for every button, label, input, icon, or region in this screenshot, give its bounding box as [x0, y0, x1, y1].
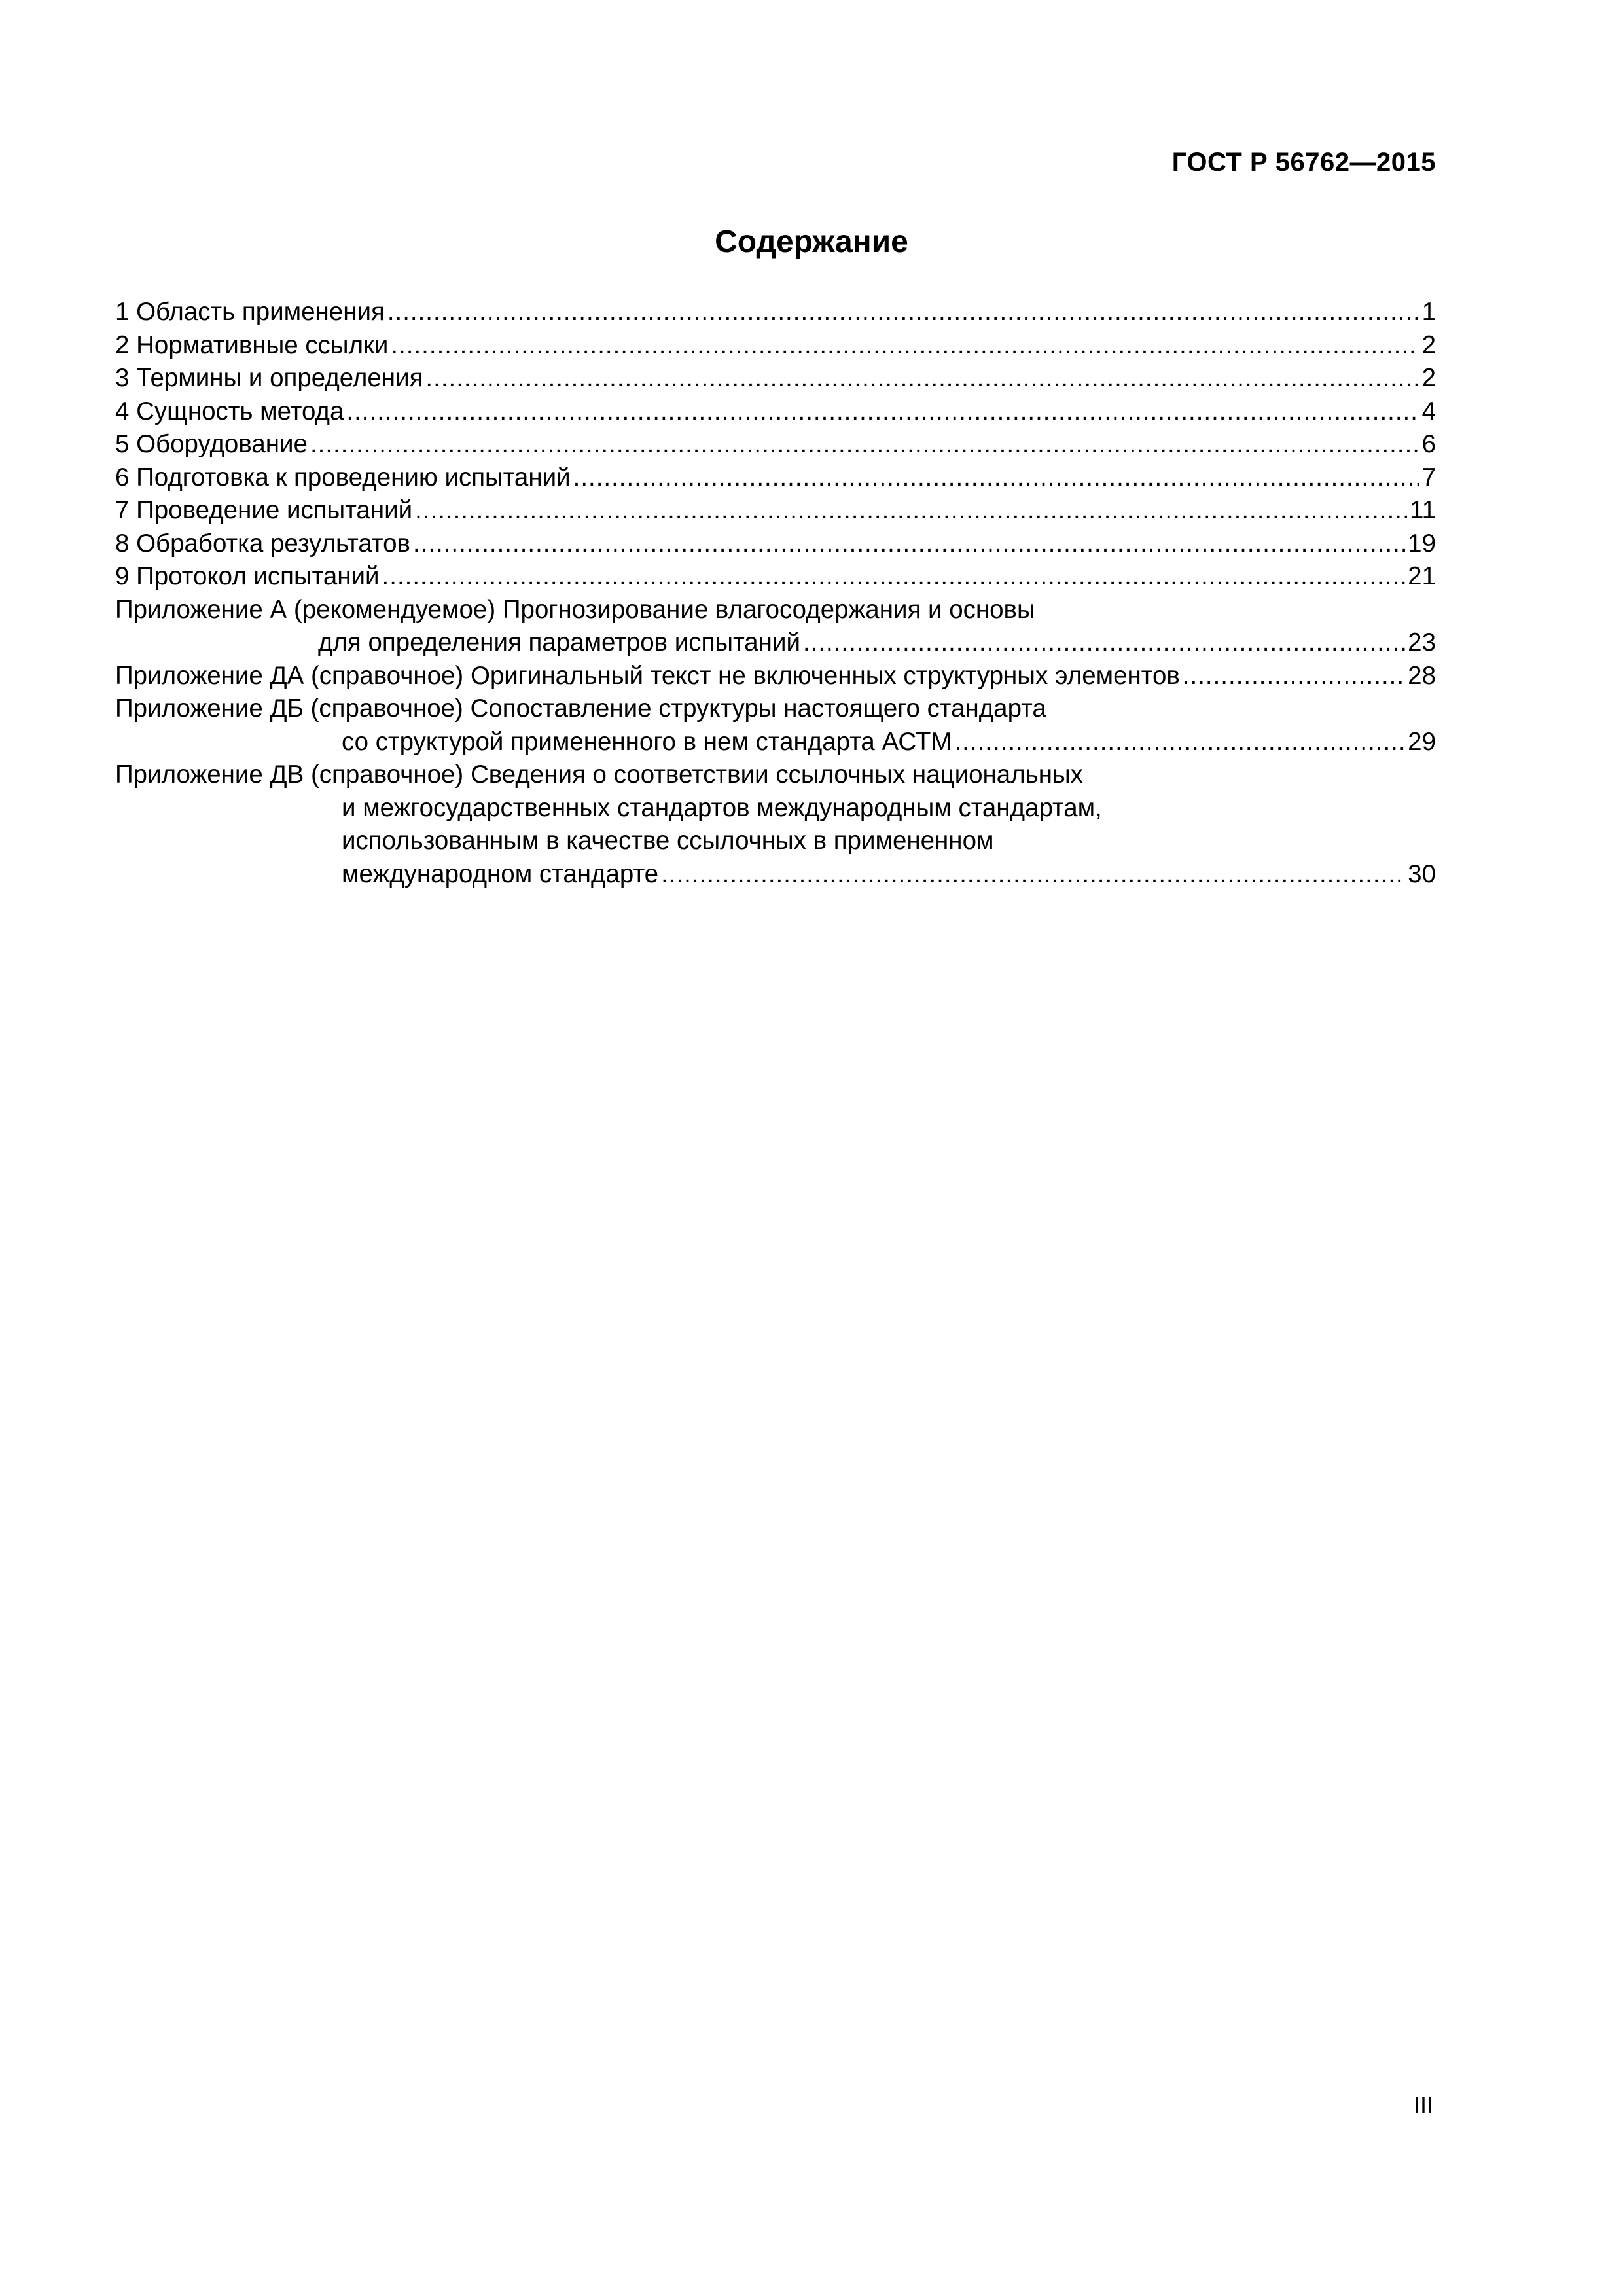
toc-entry-page: 29	[1408, 727, 1436, 756]
toc-entry-label: 3 Термины и определения	[115, 364, 423, 392]
dot-leader	[391, 329, 1419, 363]
toc-entry[interactable]	[115, 461, 1436, 495]
toc-entry-page: 11	[1410, 496, 1436, 524]
toc-entry-page: 21	[1408, 562, 1436, 590]
toc-entry-label: Приложение А (рекомендуемое) Прогнозирование влагосодержания и основы	[115, 595, 1035, 624]
toc-entry-label: 2 Нормативные ссылки	[115, 331, 389, 359]
toc-entry-page: 23	[1408, 628, 1436, 656]
toc-entry-label: 9 Протокол испытаний	[115, 562, 380, 590]
dot-leader	[1183, 660, 1405, 693]
toc-entry-label: Приложение ДА (справочное) Оригинальный текст не включенных структурных элементов	[115, 661, 1180, 690]
toc-entry-label: со структурой примененного в нем стандарта АСТМ	[342, 727, 952, 756]
dot-leader	[661, 858, 1405, 891]
dot-leader	[425, 362, 1419, 395]
page-title: Содержание	[715, 224, 908, 259]
toc-entry[interactable]	[115, 528, 1436, 561]
toc-entry-label: и межгосударственных стандартов международным стандартам,	[342, 793, 1102, 822]
toc-appendix-db[interactable]	[115, 692, 1436, 759]
dot-leader	[387, 296, 1419, 329]
toc-entry[interactable]	[115, 560, 1436, 594]
toc-entry-label: Приложение ДБ (справочное) Сопоставление структуры настоящего стандарта	[115, 694, 1046, 723]
dot-leader	[382, 560, 1406, 594]
toc-entry-label: Приложение ДВ (справочное) Сведения о соответствии ссылочных национальных	[115, 761, 1083, 789]
toc-entry-label: 7 Проведение испытаний	[115, 496, 413, 524]
toc-entry-page: 2	[1421, 364, 1436, 392]
toc-entry[interactable]	[115, 362, 1436, 395]
dot-leader	[803, 626, 1405, 660]
dot-leader	[415, 494, 1407, 528]
toc-entry-label: 5 Оборудование	[115, 430, 308, 458]
toc-entry-label: 4 Сущность метода	[115, 397, 344, 425]
toc-entry-page: 6	[1421, 430, 1436, 458]
toc-entry[interactable]	[115, 296, 1436, 329]
toc-entry[interactable]	[115, 395, 1436, 429]
toc-entry-label: 1 Область применения	[115, 298, 385, 326]
toc-entry[interactable]	[115, 494, 1436, 528]
toc-appendix-dv[interactable]	[115, 759, 1436, 891]
toc-entry[interactable]	[115, 428, 1436, 461]
toc-entry[interactable]	[115, 329, 1436, 363]
toc-entry-page: 7	[1421, 463, 1436, 492]
toc-appendix-da[interactable]	[115, 660, 1436, 693]
dot-leader	[413, 528, 1405, 561]
document-header: ГОСТ Р 56762—2015	[1171, 148, 1436, 177]
dot-leader	[573, 461, 1419, 495]
toc-entry-label: 6 Подготовка к проведению испытаний	[115, 463, 571, 492]
dot-leader	[346, 395, 1419, 429]
toc-entry-label: для определения параметров испытаний	[318, 628, 800, 656]
toc-entry-page: 19	[1408, 529, 1436, 558]
table-of-contents	[115, 296, 1436, 891]
toc-entry-page: 2	[1421, 331, 1436, 359]
toc-entry-label: международном стандарте	[342, 859, 659, 888]
toc-entry-label: 8 Обработка результатов	[115, 529, 410, 558]
toc-appendix-a[interactable]	[115, 594, 1436, 660]
toc-entry-page: 28	[1408, 661, 1436, 690]
toc-entry-label: использованным в качестве ссылочных в примененном	[342, 827, 994, 855]
toc-entry-page: 30	[1408, 859, 1436, 888]
dot-leader	[310, 428, 1419, 461]
page-number: III	[1413, 2092, 1433, 2119]
toc-entry-page: 4	[1421, 397, 1436, 425]
toc-entry-page: 1	[1421, 298, 1436, 326]
dot-leader	[954, 726, 1405, 759]
